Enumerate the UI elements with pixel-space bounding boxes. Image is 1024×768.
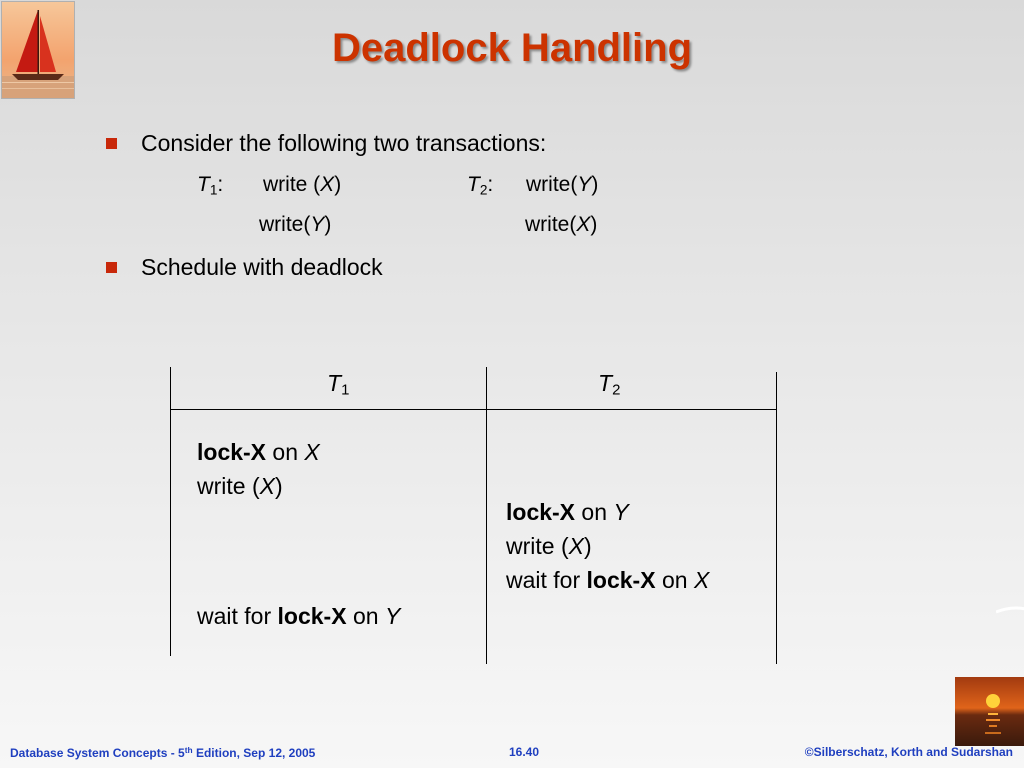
schedule-left-border: [170, 367, 171, 656]
t2-wait-lock-x: wait for lock-X on X: [506, 567, 710, 593]
decorative-swoosh-icon: [996, 606, 1024, 614]
t2-op1: write(Y): [526, 173, 599, 196]
bullet-consider: Consider the following two transactions:: [141, 130, 547, 156]
footer-slide-number: 16.40: [509, 745, 540, 759]
footer-book-title: Database System Concepts - 5th Edition, Sep 12, 2005: [10, 745, 316, 760]
schedule-header-t1: $T_1$: [327, 370, 350, 399]
t2-lock-y: lock-X on Y: [506, 499, 629, 525]
schedule-header-rule: [171, 409, 776, 410]
bullet-schedule: Schedule with deadlock: [141, 254, 383, 280]
t1-label: $T_1$:: [197, 173, 224, 198]
square-bullet-icon: [106, 138, 117, 149]
t2-write-x: write (X): [506, 533, 592, 559]
schedule-header-t2: $T_2$: [598, 370, 621, 399]
sunset-logo-icon: [955, 677, 1024, 746]
t1-op2: write(Y): [259, 213, 332, 236]
t1-op1: write (X): [263, 173, 342, 196]
schedule-column-divider: [486, 367, 487, 664]
slide-title: Deadlock Handling: [331, 26, 693, 70]
t1-write-x: write (X): [197, 473, 283, 499]
t1-wait-lock-y: wait for lock-X on Y: [197, 603, 401, 629]
square-bullet-icon: [106, 262, 117, 273]
t2-op2: write(X): [525, 213, 598, 236]
footer-copyright: ©Silberschatz, Korth and Sudarshan: [804, 745, 1013, 759]
schedule-right-border: [776, 372, 777, 664]
t2-label: $T_2$:: [467, 173, 494, 198]
t1-lock-x: lock-X on X: [197, 439, 320, 465]
